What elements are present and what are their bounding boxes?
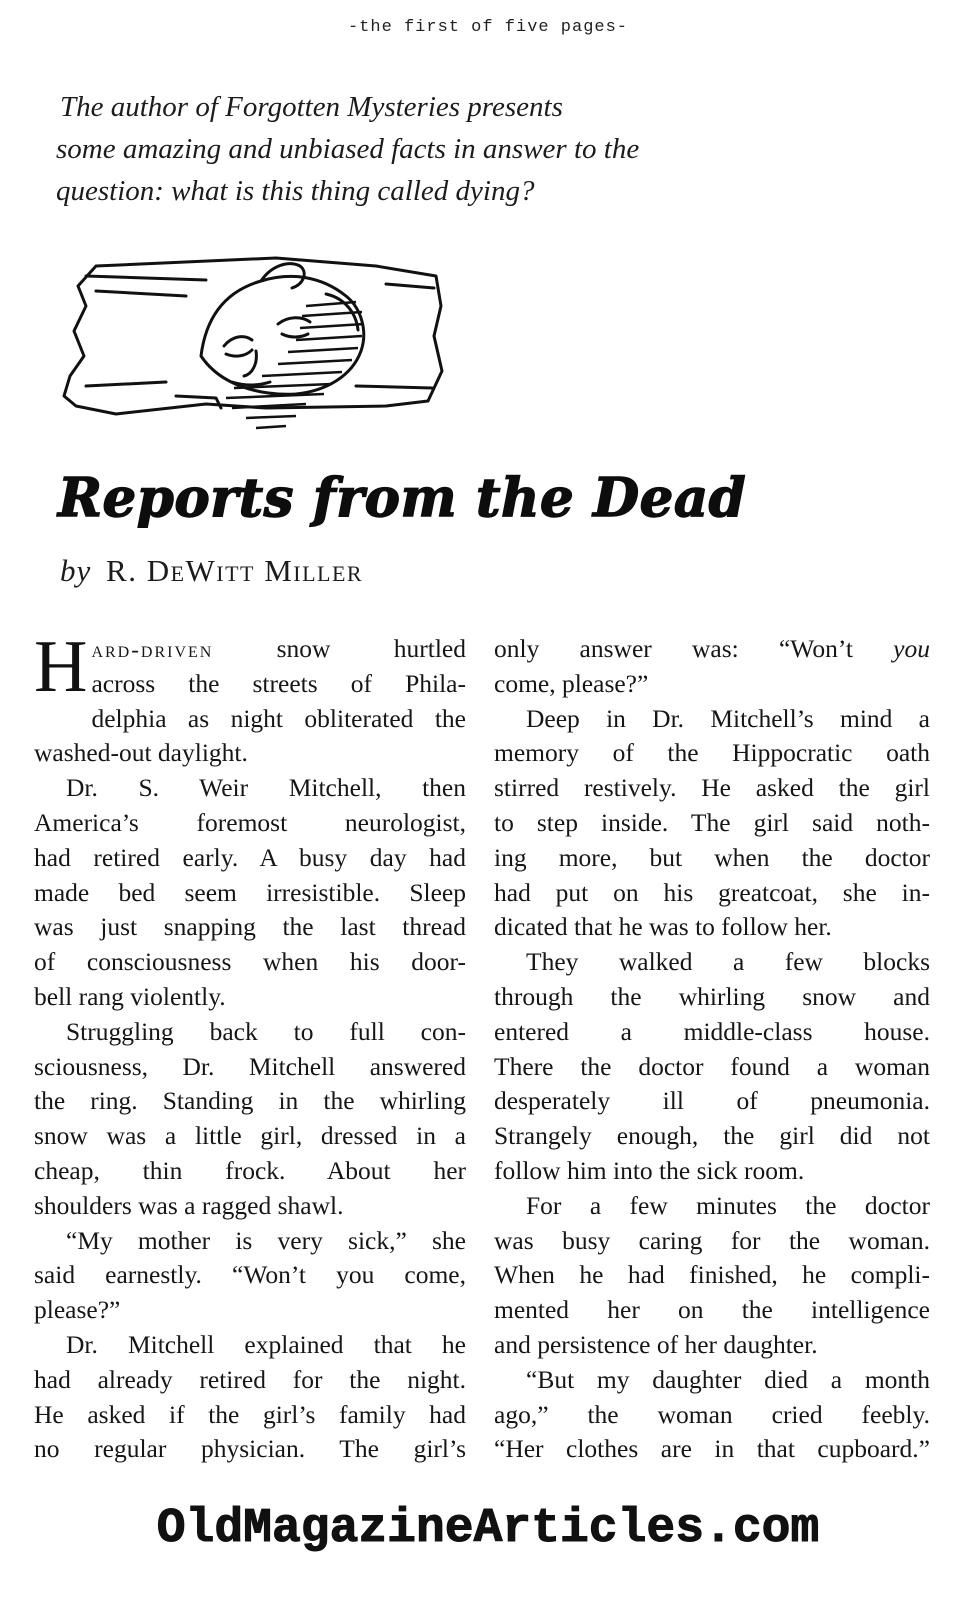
lead-rest: snow hurtled xyxy=(213,634,466,663)
deck-line: question: what is this thing called dying? xyxy=(56,175,535,207)
article-column-left xyxy=(34,626,466,1467)
text-line: memory of the Hippocratic oath xyxy=(494,738,930,768)
text-line: bell rang violently. xyxy=(34,981,226,1011)
text-line: had retired early. A busy day had xyxy=(34,842,466,872)
text-line: was busy caring for the woman. xyxy=(494,1225,930,1255)
text-line: Struggling back to full con- xyxy=(66,1016,466,1046)
text-line: Deep in Dr. Mitchell’s mind a xyxy=(526,703,930,733)
text-line: to step inside. The girl said noth- xyxy=(494,807,930,837)
article-headline: Reports from the Dead xyxy=(58,467,747,529)
text-line: follow him into the sick room. xyxy=(494,1155,805,1185)
text-line: ago,” the woman cried feebly. xyxy=(494,1399,930,1429)
text-line: They walked a few blocks xyxy=(526,947,930,977)
deck-line: The author of Forgotten Mysteries presents xyxy=(60,91,563,123)
text-line: no regular physician. The girl’s xyxy=(34,1434,466,1464)
page-note: -the first of five pages- xyxy=(347,18,629,37)
text-line: snow was a little girl, dressed in a xyxy=(34,1121,466,1151)
text-line: dicated that he was to follow her. xyxy=(494,912,832,942)
text-line: said earnestly. “Won’t you come, xyxy=(34,1260,466,1290)
text-line: come, please?” xyxy=(494,668,649,698)
text-line: stirred restively. He asked the girl xyxy=(494,773,930,803)
text-line: “Her clothes are in that cupboard.” xyxy=(494,1434,930,1464)
text-line: through the whirling snow and xyxy=(494,981,930,1011)
text-line: Dr. S. Weir Mitchell, then xyxy=(66,773,466,803)
text-line: made bed seem irresistible. Sleep xyxy=(34,877,466,907)
text-line: sciousness, Dr. Mitchell answered xyxy=(34,1051,466,1081)
text-line: of consciousness when his door- xyxy=(34,947,466,977)
byline-prefix: by xyxy=(60,553,92,588)
text-line: “But my daughter died a month xyxy=(526,1364,930,1394)
text-line: entered a middle-class house. xyxy=(494,1016,930,1046)
text-line: He asked if the girl’s family had xyxy=(34,1399,466,1429)
text-line: Strangely enough, the girl did not xyxy=(494,1121,930,1151)
text-line: America’s foremost neurologist, xyxy=(34,807,466,837)
author-name: R. DeWitt Miller xyxy=(106,553,364,588)
text-line: ing more, but when the doctor xyxy=(494,842,930,872)
text-line: delphia as night obliterated the xyxy=(91,703,466,733)
article-deck xyxy=(56,86,760,212)
site-watermark: OldMagazineArticles.com xyxy=(156,1502,820,1556)
text-line: shoulders was a ragged shawl. xyxy=(34,1190,344,1220)
text-line xyxy=(34,632,466,667)
text-line xyxy=(494,632,930,667)
text-line: mented her on the intelligence xyxy=(494,1295,930,1325)
byline xyxy=(60,551,363,591)
text-line: Dr. Mitchell explained that he xyxy=(66,1329,466,1359)
text-line: please?” xyxy=(34,1295,121,1325)
text-line: cheap, thin frock. About her xyxy=(34,1155,466,1185)
text-line: desperately ill of pneumonia. xyxy=(494,1086,930,1116)
deck-line: some amazing and unbiased facts in answer to the xyxy=(56,133,640,165)
text-line: There the doctor found a woman xyxy=(494,1051,930,1081)
text-line: the ring. Standing in the whirling xyxy=(34,1086,466,1116)
lead-caps: ard-driven xyxy=(91,637,214,662)
text-line: and persistence of her daughter. xyxy=(494,1329,818,1359)
text-line: had put on his greatcoat, she in- xyxy=(494,877,930,907)
article-column-right xyxy=(494,632,930,1467)
reclining-face-illustration xyxy=(56,236,466,451)
emphasis: you xyxy=(893,634,930,663)
text-line: had already retired for the night. xyxy=(34,1364,466,1394)
text-line: When he had finished, he compli- xyxy=(494,1260,930,1290)
text-segment: only answer was: “Won’t xyxy=(494,634,894,663)
text-line: was just snapping the last thread xyxy=(34,912,466,942)
drop-cap: H xyxy=(34,626,88,708)
text-line: For a few minutes the doctor xyxy=(526,1190,930,1220)
text-line: “My mother is very sick,” she xyxy=(66,1225,466,1255)
text-line: washed-out daylight. xyxy=(34,738,248,768)
text-line: across the streets of Phila- xyxy=(91,668,466,698)
